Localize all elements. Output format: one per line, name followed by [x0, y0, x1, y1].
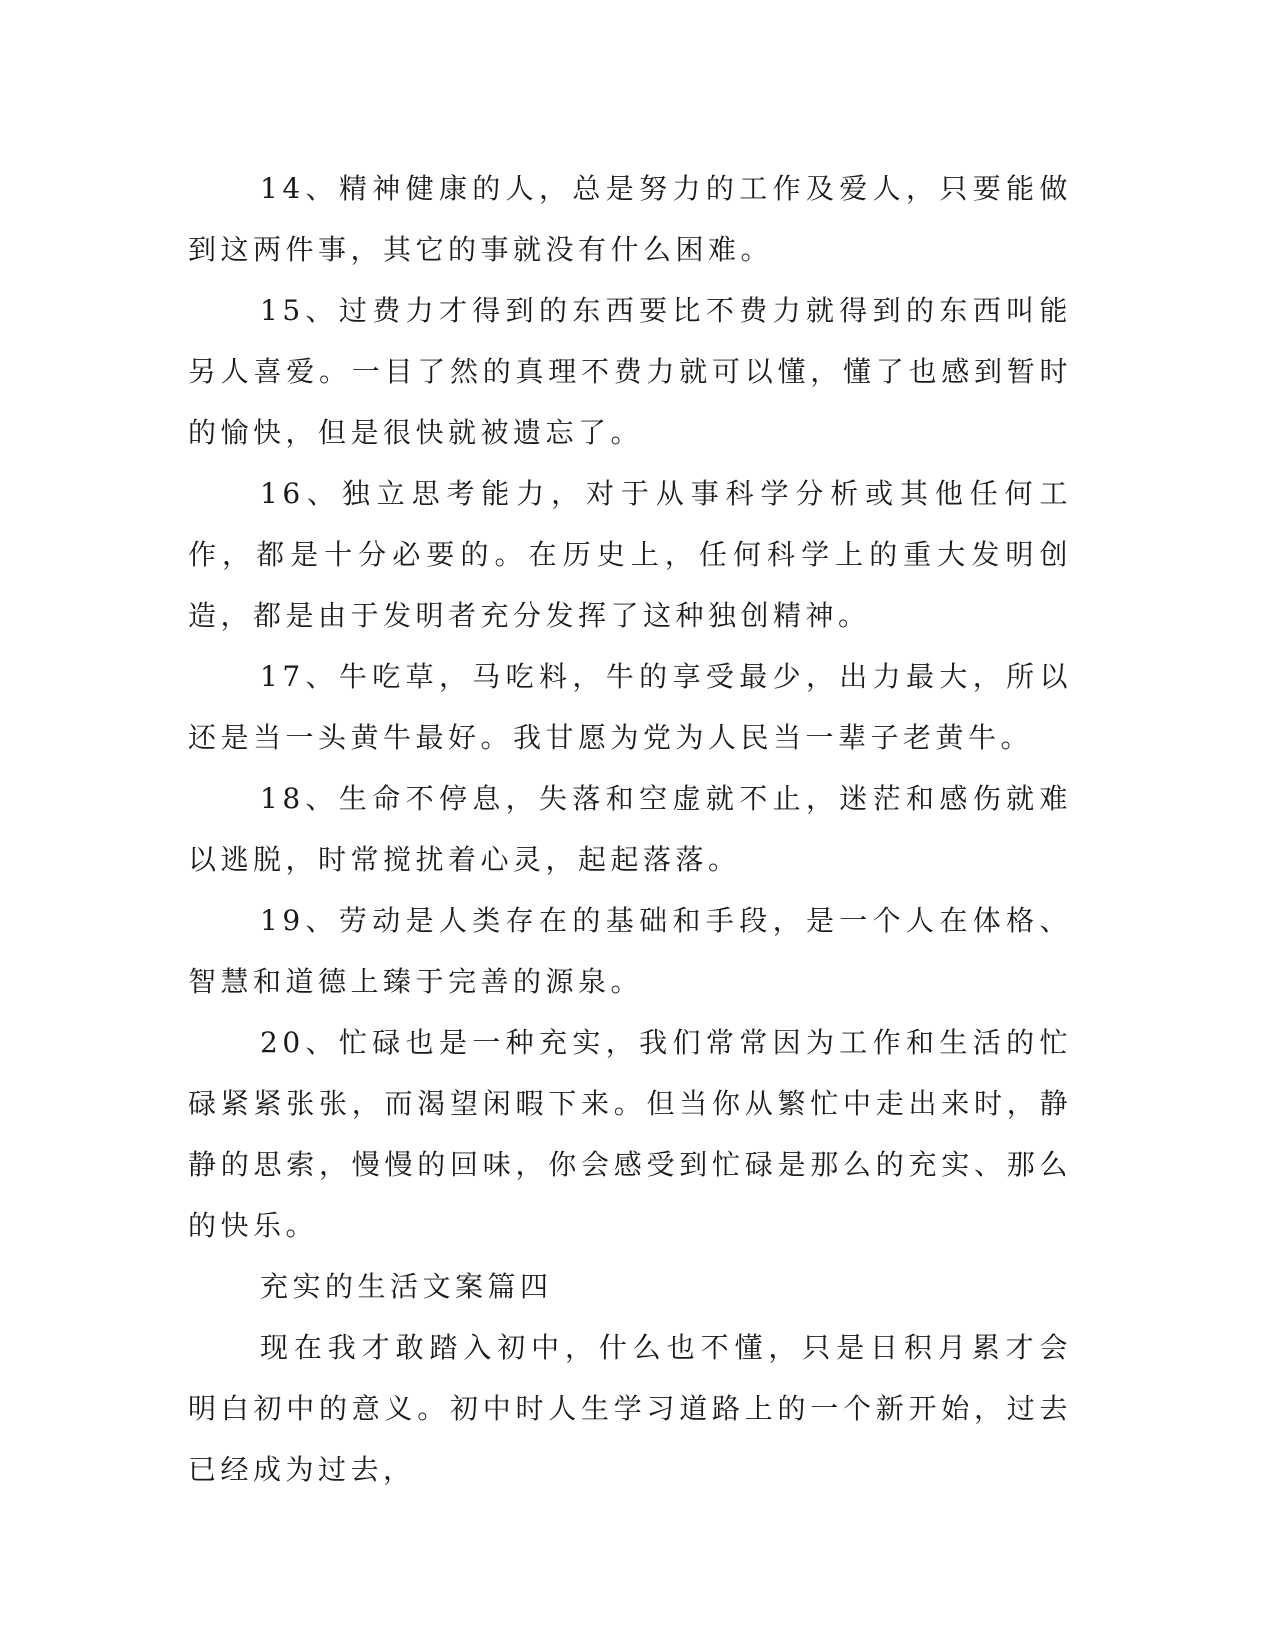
quote-paragraph-15: 15、过费力才得到的东西要比不费力就得到的东西叫能另人喜爱。一目了然的真理不费力就可以懂，懂了也感到暂时的愉快，但是很快就被遗忘了。: [188, 294, 1072, 449]
quote-paragraph-14: 14、精神健康的人，总是努力的工作及爱人，只要能做到这两件事，其它的事就没有什么困难。: [188, 172, 1072, 266]
essay-paragraph: 现在我才敢踏入初中，什么也不懂，只是日积月累才会明白初中的意义。初中时人生学习道路上的一个新开始，过去已经成为过去，: [188, 1331, 1072, 1486]
quote-paragraph-16: 16、独立思考能力，对于从事科学分析或其他任何工作，都是十分必要的。在历史上，任何科学上的重大发明创造，都是由于发明者充分发挥了这种独创精神。: [188, 477, 1072, 632]
quote-paragraph-19: 19、劳动是人类存在的基础和手段，是一个人在体格、智慧和道德上臻于完善的源泉。: [188, 904, 1072, 998]
document-body: [188, 158, 1072, 1500]
section-heading: 充实的生活文案篇四: [260, 1270, 553, 1303]
quote-paragraph-17: 17、牛吃草，马吃料，牛的享受最少，出力最大，所以还是当一头黄牛最好。我甘愿为党为人民当一辈子老黄牛。: [188, 660, 1072, 754]
quote-paragraph-18: 18、生命不停息，失落和空虚就不止，迷茫和感伤就难以逃脱，时常搅扰着心灵，起起落落。: [188, 782, 1072, 876]
quote-paragraph-20: 20、忙碌也是一种充实，我们常常因为工作和生活的忙碌紧紧张张，而渴望闲暇下来。但当你从繁忙中走出来时，静静的思索，慢慢的回味，你会感受到忙碌是那么的充实、那么的快乐。: [188, 1026, 1072, 1242]
